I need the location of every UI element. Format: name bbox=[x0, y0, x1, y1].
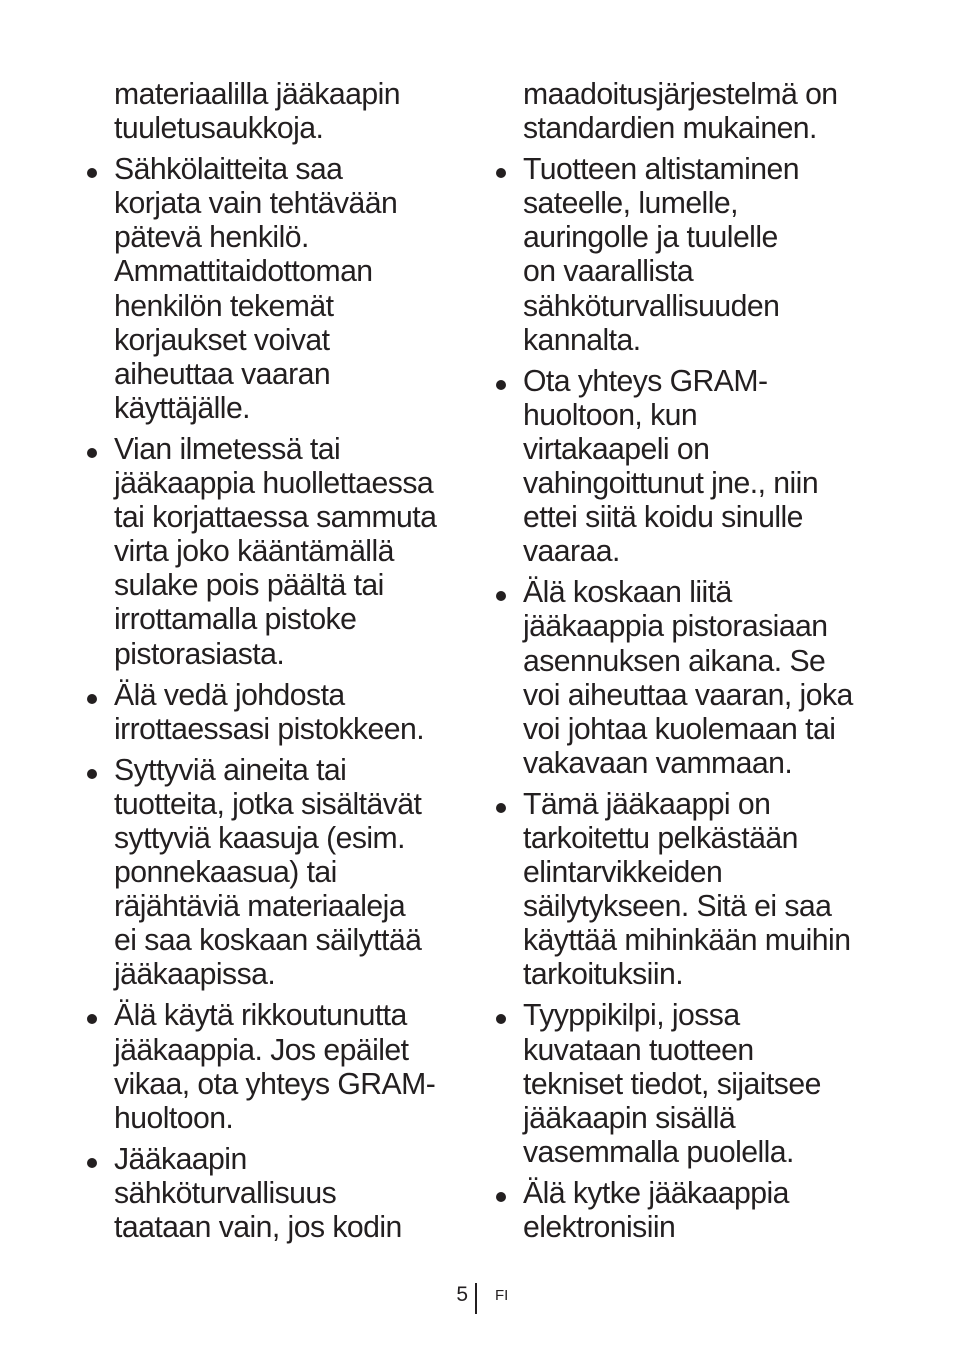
list-item-text: Syttyviä aineita tai tuotteita, jotka sisältävät syttyviä kaasuja (esim. ponnekaasua) tai räjähtäviä materiaaleja ei saa koskaan säilyttää jääkaapissa. bbox=[114, 753, 422, 992]
bullet-icon bbox=[87, 1158, 97, 1168]
footer-divider bbox=[475, 1283, 477, 1314]
list-item-text: Jääkaapin sähköturvallisuus taataan vain, jos kodin bbox=[114, 1142, 402, 1244]
list-item bbox=[84, 153, 476, 426]
list-item bbox=[493, 153, 893, 358]
bullet-icon bbox=[87, 769, 97, 779]
list-item bbox=[84, 433, 476, 672]
bullet-icon bbox=[496, 168, 506, 178]
list-item-text: Vian ilmetessä tai jääkaappia huollettaessa tai korjattaessa sammuta virta joko kääntämällä sulake pois päältä tai irrottamalla pistoke pistorasiasta. bbox=[114, 432, 437, 671]
list-item-text: Tämä jääkaappi on tarkoitettu pelkästään elintarvikkeiden säilytykseen. Sitä ei saa käyttää mihinkään muihin tarkoituksiin. bbox=[523, 787, 851, 992]
list-item bbox=[493, 1177, 893, 1245]
left-column bbox=[84, 78, 476, 1252]
bullet-icon bbox=[496, 380, 506, 390]
bullet-icon bbox=[87, 694, 97, 704]
list-item-text: Älä kytke jääkaappia elektronisiin bbox=[523, 1176, 789, 1244]
right-column bbox=[493, 78, 893, 1252]
bullet-icon bbox=[496, 1192, 506, 1202]
list-item bbox=[84, 999, 476, 1135]
list-item bbox=[84, 754, 476, 993]
list-item bbox=[84, 679, 476, 747]
list-item bbox=[493, 365, 893, 570]
bullet-icon bbox=[87, 448, 97, 458]
list-item bbox=[84, 1143, 476, 1245]
bullet-icon bbox=[496, 591, 506, 601]
page-footer bbox=[0, 1283, 954, 1315]
language-code: FI bbox=[495, 1287, 509, 1304]
list-item-text: Tyyppikilpi, jossa kuvataan tuotteen tekniset tiedot, sijaitsee jääkaapin sisällä vasemmalla puolella. bbox=[523, 999, 821, 1169]
list-item-text: Tuotteen altistaminen sateelle, lumelle, auringolle ja tuulelle on vaarallista sähköturvallisuuden kannalta. bbox=[523, 153, 799, 357]
list-item-text: Sähkölaitteita saa korjata vain tehtävään pätevä henkilö. Ammattitaidottoman henkilön tekemät korjaukset voivat aiheuttaa vaaran käyttäjälle. bbox=[114, 153, 398, 425]
list-item bbox=[493, 576, 893, 781]
bullet-icon bbox=[87, 168, 97, 178]
continuation-text: materiaalilla jääkaapin tuuletusaukkoja. bbox=[114, 78, 401, 146]
list-item-text: Ota yhteys GRAM- huoltoon, kun virtakaapeli on vahingoittunut jne., niin ettei siitä koidu sinulle vaaraa. bbox=[523, 364, 819, 569]
list-item bbox=[493, 999, 893, 1169]
list-item bbox=[493, 788, 893, 993]
list-item-text: Älä koskaan liitä jääkaappia pistorasiaan asennuksen aikana. Se voi aiheuttaa vaaran, joka voi johtaa kuolemaan tai vakavaan vammaan. bbox=[523, 576, 853, 780]
bullet-icon bbox=[496, 1014, 506, 1024]
list-item-text: Älä käytä rikkoutunutta jääkaappia. Jos epäilet vikaa, ota yhteys GRAM- huoltoon. bbox=[114, 999, 436, 1135]
continuation-text: maadoitusjärjestelmä on standardien mukainen. bbox=[523, 78, 838, 146]
list-item-text: Älä vedä johdosta irrottaessasi pistokkeen. bbox=[114, 678, 425, 746]
page-number: 5 bbox=[456, 1283, 468, 1306]
bullet-icon bbox=[496, 803, 506, 813]
bullet-icon bbox=[87, 1014, 97, 1024]
